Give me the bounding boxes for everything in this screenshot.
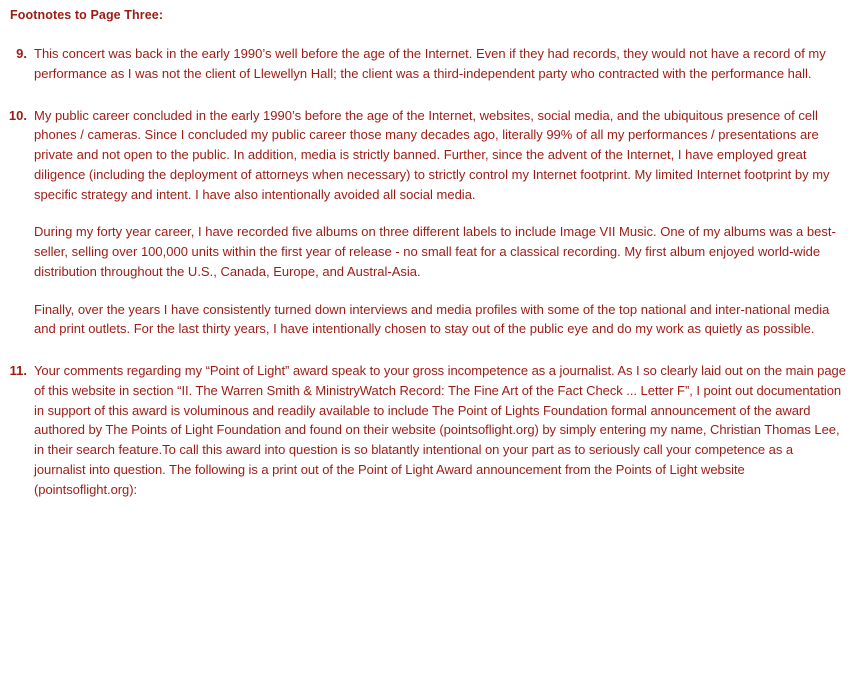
footnote-number: 10. <box>8 107 27 123</box>
footnote-number: 11. <box>9 363 27 378</box>
footnote-item-10 <box>8 106 847 340</box>
page-title: Footnotes to Page Three: <box>10 8 164 22</box>
footnote-body <box>34 106 847 340</box>
footnote-number: 9. <box>16 46 27 61</box>
footnote-paragraph: Your comments regarding my “Point of Light” award speak to your gross incompetence as a journalist. As I so clearly laid out on the main page of this website in section “II. The Warren Smith & MinistryWatch Record: The Fine Art of the Fact Check ... Letter F”, I point out documentation in support of this award is voluminous and readily available to include The Point of Lights Foundation formal announcement of the award authored by The Points of Light Foundation and found on their website (pointsoflight.org) by simply entering my name, Christian Thomas Lee, in their search feature.To call this award into question is so blatantly intentional on your part as to seriously call your competence as a journalist into question. The following is a print out of the Point of Light Award announcement from the Points of Light website (pointsoflight.org): <box>34 363 846 497</box>
footnote-item-11 <box>8 361 847 499</box>
footnote-body <box>34 361 847 499</box>
footnote-paragraph: This concert was back in the early 1990’s well before the age of the Internet. Even if they had records, they would not have a record of my performance as I was not the client of Llewellyn Hall; the client was a third-independent party who contracted with the performance hall. <box>34 46 826 81</box>
footnotes-list <box>8 44 847 499</box>
footnote-body <box>34 44 847 84</box>
footnote-paragraph: During my forty year career, I have recorded five albums on three different labels to include Image VII Music. One of my albums was a best-seller, selling over 100,000 units within the first year of release - no small feat for a classical recording. My first album enjoyed world-wide distribution throughout the U.S., Canada, Europe, and Austral-Asia. <box>34 224 836 279</box>
footnote-paragraph: My public career concluded in the early 1990’s before the age of the Internet, websites, social media, and the ubiquitous presence of cell phones / cameras. Since I concluded my public career those many decades ago, literally 99% of all my performances / presentations are private and not open to the public. In addition, media is strictly banned. Further, since the advent of the Internet, I have employed great diligence (including the deployment of attorneys when necessary) to strictly control my Internet footprint. My limited Internet footprint by my specific strategy and intent. I have also intentionally avoided all social media. <box>34 107 830 202</box>
footnote-paragraph: Finally, over the years I have consistently turned down interviews and media profiles with some of the top national and inter-national media and print outlets. For the last thirty years, I have intentionally chosen to stay out of the public eye and do my work as quietly as possible. <box>34 301 830 337</box>
footnote-item-9 <box>8 44 847 84</box>
